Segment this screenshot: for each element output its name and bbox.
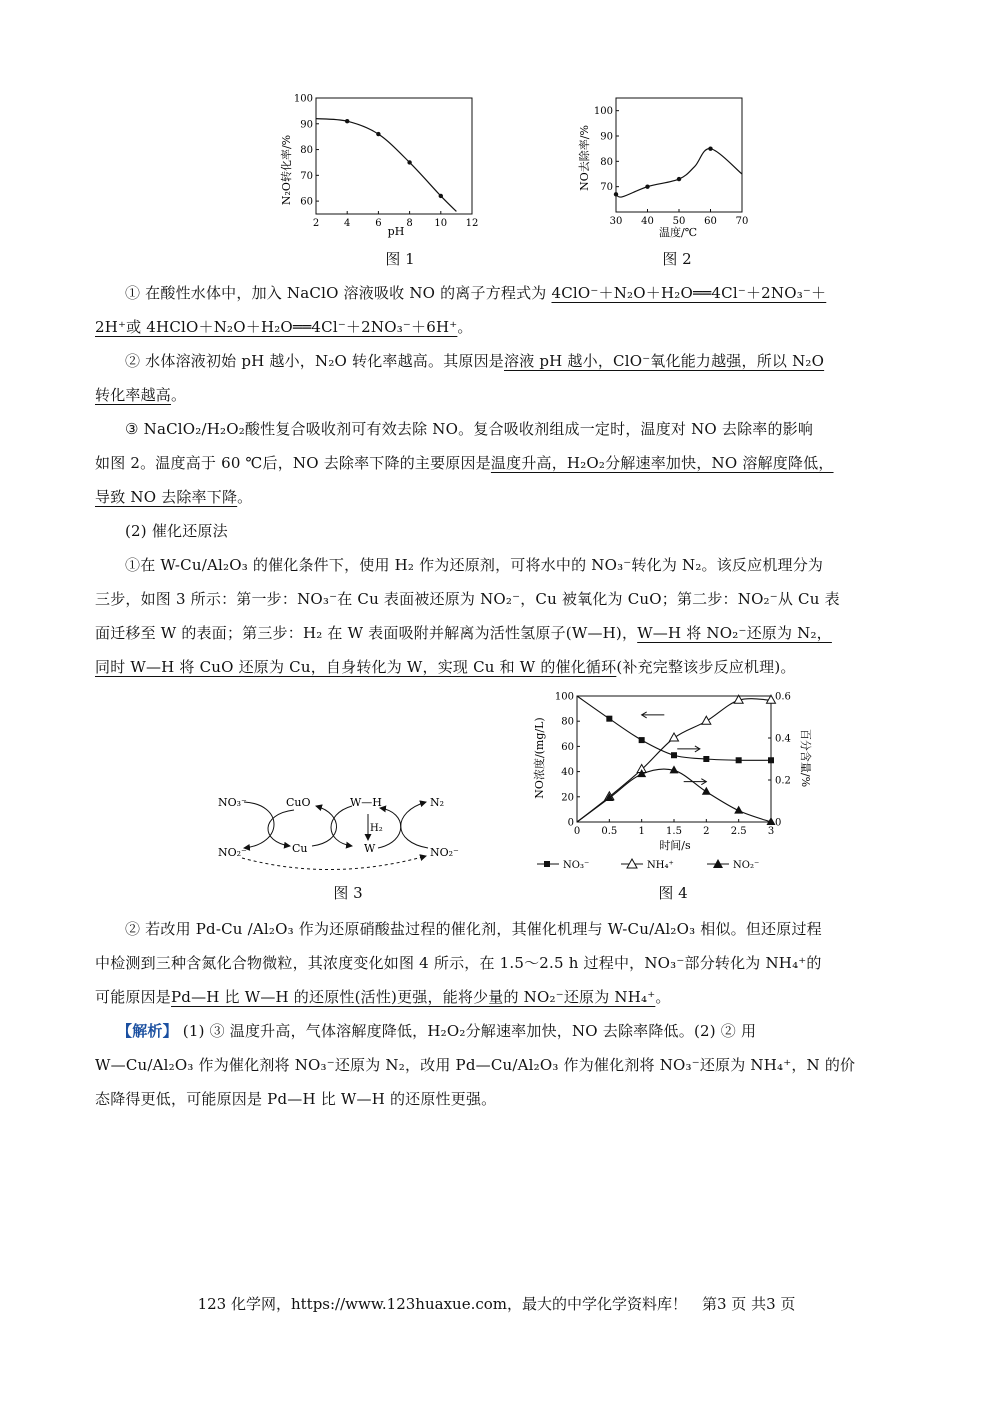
fig1-ytick-label: 60 (300, 196, 313, 208)
label-no3: NO₃⁻ (218, 796, 247, 809)
analysis-tag: 【解析】 (117, 1022, 178, 1040)
question-2-1 (95, 548, 900, 684)
fig1-xtick-label: 12 (465, 218, 479, 229)
cycle-arc-3 (312, 806, 337, 846)
fig2-data-point (677, 177, 681, 181)
fig1-ytick-label: 70 (300, 170, 313, 182)
fig2-plot-frame (616, 98, 742, 212)
legend-nh4: NH₄⁺ (647, 860, 674, 871)
p1-answer-line2: 同时 W—H 将 CuO 还原为 Cu，自身转化为 W，实现 Cu 和 W 的催化循环 (95, 658, 617, 676)
fig4-nh4-point (670, 733, 679, 741)
fig4-series-line (577, 696, 771, 760)
fig1-data-point (345, 119, 349, 123)
fig2-curve (616, 149, 742, 197)
fig1-ytick-label: 100 (293, 93, 313, 105)
fig4-right-ytick-label: 0.4 (775, 733, 791, 745)
fig1-xtick-label: 10 (434, 218, 448, 229)
fig2-caption: 图 2 (662, 250, 692, 268)
p1-answer-line1: W—H 将 NO₂⁻还原为 N₂， (637, 624, 832, 642)
question-2-2 (95, 912, 900, 1014)
q3-line3 (95, 480, 900, 514)
q3-answer-line2: 导致 NO 去除率下降 (95, 488, 238, 506)
cycle-arc-1 (244, 802, 274, 848)
fig4-ytick-label: 20 (561, 792, 574, 804)
q3-line2 (95, 446, 900, 480)
legend-no2: NO₂⁻ (733, 860, 760, 871)
fig2-ylabel: NO去除率/% (578, 125, 591, 191)
q1-answer-line1: 4ClO⁻＋N₂O＋H₂O══4Cl⁻＋2NO₃⁻＋ (551, 284, 827, 302)
fig3-caption: 图 3 (333, 884, 363, 902)
q2-end: 。 (171, 386, 187, 404)
fig1-ylabel: N₂O转化率/% (280, 134, 293, 206)
fig2-ytick-label: 70 (600, 182, 613, 194)
legend-marker-no3 (544, 861, 550, 867)
p2-line1: ② 若改用 Pd-Cu /Al₂O₃ 作为还原硝酸盐过程的催化剂，其催化机理与 W-Cu/Al₂O₃ 相似。但还原过程 (125, 920, 822, 938)
analysis (95, 1014, 900, 1116)
q3-text-b: 如图 2。温度高于 60 ℃后，NO 去除率下降的主要原因是 (95, 454, 491, 472)
p1-text-c: 面迁移至 W 的表面；第三步：H₂ 在 W 表面吸附并解离为活性氢原子(W—H)， (95, 624, 638, 642)
fig1-data-point (376, 132, 380, 136)
fig4-xtick-label: 2.5 (730, 826, 747, 837)
fig2-data-point (614, 192, 618, 196)
label-no2-left: NO₂⁻ (218, 846, 247, 859)
fig4-no3-point (703, 756, 709, 762)
fig1-ytick-label: 90 (300, 119, 313, 131)
fig4-legend (537, 859, 759, 871)
q3-end: 。 (237, 488, 253, 506)
fig4-no2-point (702, 787, 711, 795)
analysis-line1 (95, 1014, 900, 1048)
q1-text: ① 在酸性水体中，加入 NaClO 溶液吸收 N (125, 284, 423, 302)
p1-line4 (95, 650, 900, 684)
fig4-xtick-label: 1 (638, 826, 645, 837)
fig4-ytick-label: 80 (561, 716, 574, 728)
fig4-caption: 图 4 (658, 884, 688, 902)
p2-line3 (95, 980, 900, 1014)
label-cu: Cu (292, 842, 308, 855)
fig4-nh4-point (702, 716, 711, 724)
fig4-ytick-label: 0 (567, 817, 574, 829)
fig4-xtick-label: 0.5 (601, 826, 618, 837)
p2-answer: Pd—H 比 W—H 的还原性(活性)更强，能将少量的 NO₂⁻还原为 NH₄⁺ (171, 988, 656, 1006)
fig1-xtick-label: 8 (406, 218, 413, 229)
q1-answer-line2: 2H⁺或 4HClO＋N₂O＋H₂O══4Cl⁻＋2NO₃⁻＋6H⁺ (95, 318, 458, 336)
fig4-no3-point (639, 737, 645, 743)
fig4-no3-point (671, 752, 677, 758)
label-no2-right: NO₂⁻ (430, 846, 459, 859)
fig4-xtick-label: 2 (703, 826, 710, 837)
fig4-plot-frame (577, 696, 771, 822)
fig4-xlabel: 时间/s (659, 839, 691, 852)
fig1-ytick-label: 80 (300, 145, 313, 157)
fig1-xtick-label: 2 (312, 218, 320, 229)
fig2-xtick-label: 50 (672, 216, 686, 227)
fig4-xtick-label: 1.5 (666, 826, 682, 837)
q2-text: ② 水体溶液初始 pH 越小，N₂O 转化率越高。其原因是 (125, 352, 504, 370)
fig4-ylabel-left: NO浓度/(mg/L) (533, 717, 546, 799)
fig2-ytick-label: 100 (593, 106, 613, 118)
q2-answer-line2: 转化率越高 (95, 386, 172, 404)
analysis-line2: W—Cu/Al₂O₃ 作为催化剂将 NO₃⁻还原为 N₂，改用 Pd—Cu/Al₂O₃ 作为催化剂将 NO₃⁻还原为 NH₄⁺，N 的价 (95, 1056, 856, 1074)
fig4-xtick-label: 3 (767, 826, 775, 837)
fig4-ytick-label: 40 (561, 767, 574, 779)
fig4-series-line (577, 769, 771, 822)
fig1-curve (316, 119, 456, 212)
fig2-xtick-label: 70 (735, 216, 749, 227)
p2-text-c: 可能原因是 (95, 988, 172, 1006)
cycle-arc-6 (401, 802, 428, 848)
fig4-ytick-label: 100 (554, 691, 574, 703)
analysis-text-1: (1) ③ 温度升高，气体溶解度降低，H₂O₂分解速率加快，NO 去除率降低。(2) ② 用 (177, 1022, 757, 1040)
page-footer: 123 化学网，https://www.123huaxue.com，最大的中学化学资料库！ 第3 页 共3 页 (197, 1295, 796, 1313)
q3-line1: ③ NaClO₂/H₂O₂酸性复合吸收剂可有效去除 NO。复合吸收剂组成一定时，温度对 NO 去除率的影响 (125, 420, 814, 438)
p1-end: (补充完整该步反应机理)。 (616, 658, 796, 676)
fig2-xlabel: 温度/℃ (658, 226, 698, 239)
label-h2: H₂ (370, 823, 383, 834)
fig2-ytick-label: 90 (600, 131, 613, 143)
q1-text-b: O 的离子方程式为 (422, 284, 552, 302)
p1-line2: 三步，如图 3 所示：第一步：NO₃⁻在 Cu 表面被还原为 NO₂⁻，Cu 被氧化为 CuO；第二步：NO₂⁻从 Cu 表 (95, 590, 840, 608)
fig2-xtick-label: 40 (641, 216, 654, 227)
fig1-xlabel: pH (387, 225, 405, 238)
section-2-heading: (2) 催化还原法 (125, 522, 228, 540)
fig2-xtick-label: 60 (704, 216, 717, 227)
fig4-no3-point (736, 757, 742, 763)
migration-arrow (242, 856, 426, 870)
fig4-ytick-label: 60 (561, 741, 574, 753)
fig1-data-point (439, 194, 443, 198)
question-1-1 (95, 276, 900, 344)
label-wh: W—H (350, 796, 382, 809)
label-cuo: CuO (286, 796, 311, 809)
fig4-no3-point (606, 716, 612, 722)
label-w: W (364, 842, 376, 855)
figure-2-chart (570, 92, 770, 240)
fig1-plot-frame (316, 98, 472, 214)
q1-end: 。 (457, 318, 473, 336)
question-1-2 (95, 344, 900, 412)
question-1-3 (95, 412, 900, 514)
p2-line2: 中检测到三种含氮化合物微粒，其浓度变化如图 4 所示，在 1.5～2.5 h 过程中，NO₃⁻部分转化为 NH₄⁺的 (95, 954, 822, 972)
figure-1-chart (270, 88, 480, 238)
fig4-no3-point (768, 757, 774, 763)
fig1-xtick-label: 4 (344, 218, 351, 229)
cycle-arc-4 (331, 806, 352, 846)
p1-line1: ①在 W-Cu/Al₂O₃ 的催化条件下，使用 H₂ 作为还原剂，可将水中的 NO₃⁻转化为 N₂。该反应机理分为 (125, 556, 824, 574)
q3-answer-line1: 温度升高，H₂O₂分解速率加快，NO 溶解度降低， (490, 454, 834, 472)
figure-4-chart (525, 686, 825, 876)
p2-end: 。 (655, 988, 671, 1006)
analysis-line3: 态降得更低，可能原因是 Pd—H 比 W—H 的还原性更强。 (95, 1090, 497, 1108)
fig1-data-point (407, 160, 411, 164)
fig2-data-point (645, 184, 649, 188)
fig1-caption: 图 1 (385, 250, 415, 268)
fig4-ylabel-right: 百分含量/% (799, 728, 812, 788)
figure-3-diagram (212, 790, 472, 880)
fig2-data-point (708, 146, 712, 150)
fig4-right-ytick-label: 0.6 (775, 691, 791, 703)
legend-no3: NO₃⁻ (563, 860, 590, 871)
q2-answer-line1: 溶液 pH 越小，ClO⁻氧化能力越强，所以 N₂O (504, 352, 825, 370)
fig4-right-ytick-label: 0.2 (775, 775, 791, 787)
fig2-xtick-label: 30 (609, 216, 623, 227)
fig4-right-ytick-label: 0 (775, 817, 782, 829)
fig4-xtick-label: 0 (573, 826, 581, 837)
fig2-ytick-label: 80 (600, 156, 613, 168)
label-n2: N₂ (430, 796, 445, 809)
fig1-xtick-label: 6 (375, 218, 382, 229)
p1-line3 (95, 616, 900, 650)
